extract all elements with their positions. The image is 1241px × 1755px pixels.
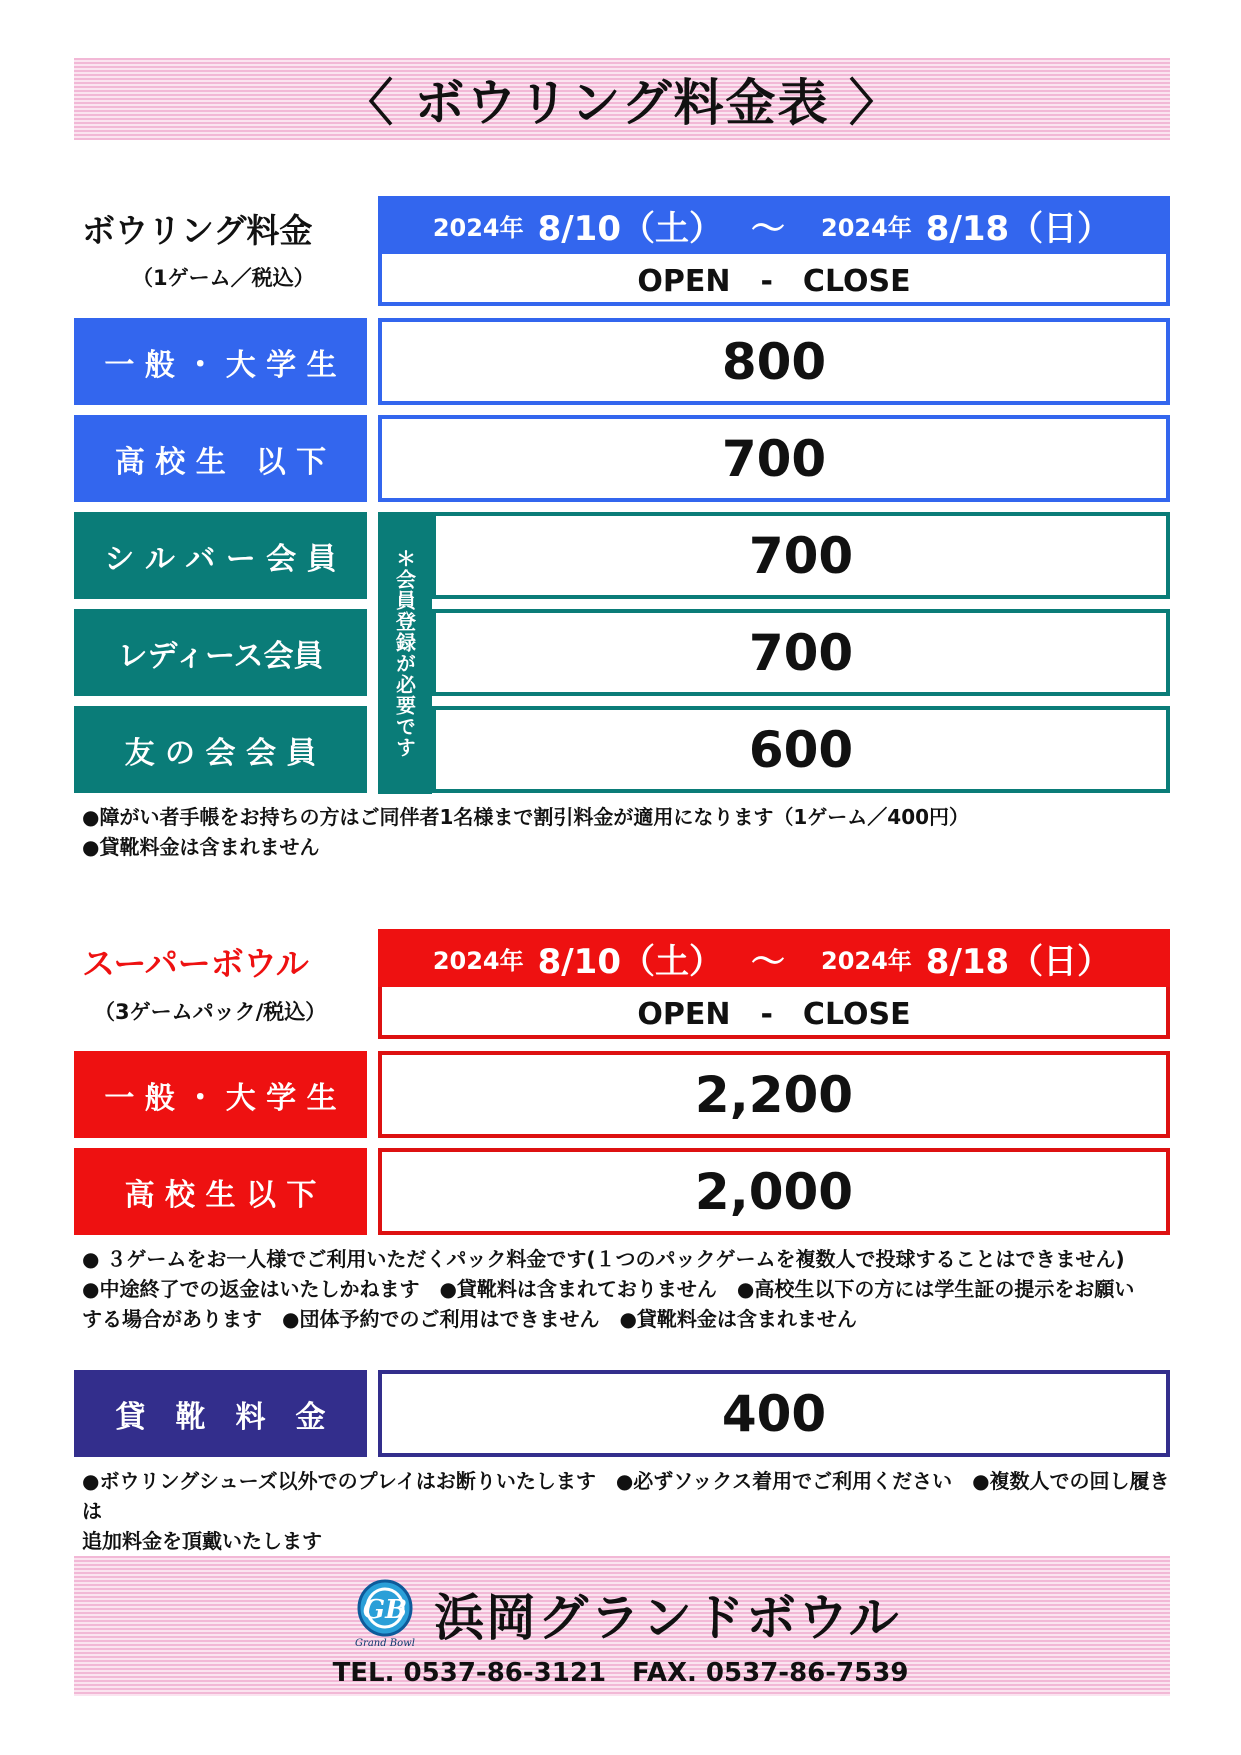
label-super-highschool: 高 校 生 以 下 bbox=[74, 1148, 367, 1235]
price-ladies-member: 700 bbox=[432, 609, 1170, 696]
note-line: 追加料金を頂戴いたします bbox=[82, 1529, 322, 1553]
shoe-notes bbox=[82, 1466, 1172, 1556]
note-line: ●障がい者手帳をお持ちの方はご同伴者1名様まで割引料金が適用になります（1ゲーム／400円） bbox=[82, 805, 970, 829]
super-section-subtitle: （3ゲームパック/税込） bbox=[94, 1000, 327, 1024]
note-line: ● ３ゲームをお一人様でご利用いただくパック料金です(１つのパックゲームを複数人で投球することはできません) bbox=[82, 1247, 1125, 1271]
start-date: 8/10（土） bbox=[537, 941, 723, 982]
super-section-title: スーパーボウル bbox=[82, 944, 309, 983]
label-general: 一 般 ・ 大 学 生 bbox=[74, 318, 367, 405]
label-shoe-rental: 貸 靴 料 金 bbox=[74, 1370, 367, 1457]
bowling-notes bbox=[82, 802, 1172, 862]
price-highschool: 700 bbox=[378, 415, 1170, 502]
bowling-section-title: ボウリング料金 bbox=[82, 211, 313, 250]
member-registration-note bbox=[378, 512, 432, 794]
bowling-date-bar bbox=[378, 196, 1170, 254]
label-silver-member: シ ル バ ー 会 員 bbox=[74, 512, 367, 599]
note-line: ●ボウリングシューズ以外でのプレイはお断りいたします ●必ずソックス着用でご利用ください ●複数人での回し履きは bbox=[82, 1469, 1170, 1523]
title-band bbox=[74, 58, 1170, 140]
grand-bowl-logo bbox=[352, 1578, 418, 1650]
contact-info: TEL. 0537-86-3121 FAX. 0537-86-7539 bbox=[332, 1658, 909, 1688]
end-date: 8/18（日） bbox=[925, 208, 1112, 249]
bowling-section-subtitle: （1ゲーム／税込） bbox=[132, 266, 315, 290]
price-super-general: 2,200 bbox=[378, 1051, 1170, 1138]
note-line: する場合があります ●団体予約でのご利用はできません ●貸靴料金は含まれません bbox=[82, 1307, 857, 1331]
price-super-highschool: 2,000 bbox=[378, 1148, 1170, 1235]
super-notes bbox=[82, 1244, 1172, 1334]
company-name: 浜岡グランドボウル bbox=[434, 1589, 901, 1647]
logo-caption: Grand Bowl bbox=[355, 1638, 415, 1649]
price-friends-member: 600 bbox=[432, 706, 1170, 793]
end-year: 2024年 bbox=[821, 213, 912, 242]
end-date: 8/18（日） bbox=[925, 941, 1112, 982]
member-note-text: ＊会員登録が必要です bbox=[392, 548, 417, 758]
note-line: ●中途終了での返金はいたしかねます ●貸靴料は含まれておりません ●高校生以下の方には学生証の提示をお願い bbox=[82, 1277, 1135, 1301]
super-date-bar bbox=[378, 929, 1170, 987]
start-year: 2024年 bbox=[432, 946, 524, 975]
label-friends-member: 友 の 会 会 員 bbox=[74, 706, 367, 793]
note-line: ●貸靴料金は含まれません bbox=[82, 835, 320, 859]
label-super-general: 一 般 ・ 大 学 生 bbox=[74, 1051, 367, 1138]
bowling-open-close: OPEN - CLOSE bbox=[378, 254, 1170, 306]
label-highschool: 高 校 生 以 下 bbox=[74, 415, 367, 502]
label-ladies-member: レディース会員 bbox=[74, 609, 367, 696]
tilde: ～ bbox=[751, 941, 785, 982]
super-open-close: OPEN - CLOSE bbox=[378, 987, 1170, 1039]
page-title: 〈 ボウリング料金表 〉 bbox=[343, 74, 901, 132]
price-general: 800 bbox=[378, 318, 1170, 405]
price-silver-member: 700 bbox=[432, 512, 1170, 599]
logo-letters: GB bbox=[362, 1595, 408, 1625]
start-year: 2024年 bbox=[432, 213, 524, 242]
price-shoe-rental: 400 bbox=[378, 1370, 1170, 1457]
start-date: 8/10（土） bbox=[537, 208, 723, 249]
tilde: ～ bbox=[751, 208, 785, 249]
end-year: 2024年 bbox=[821, 946, 912, 975]
